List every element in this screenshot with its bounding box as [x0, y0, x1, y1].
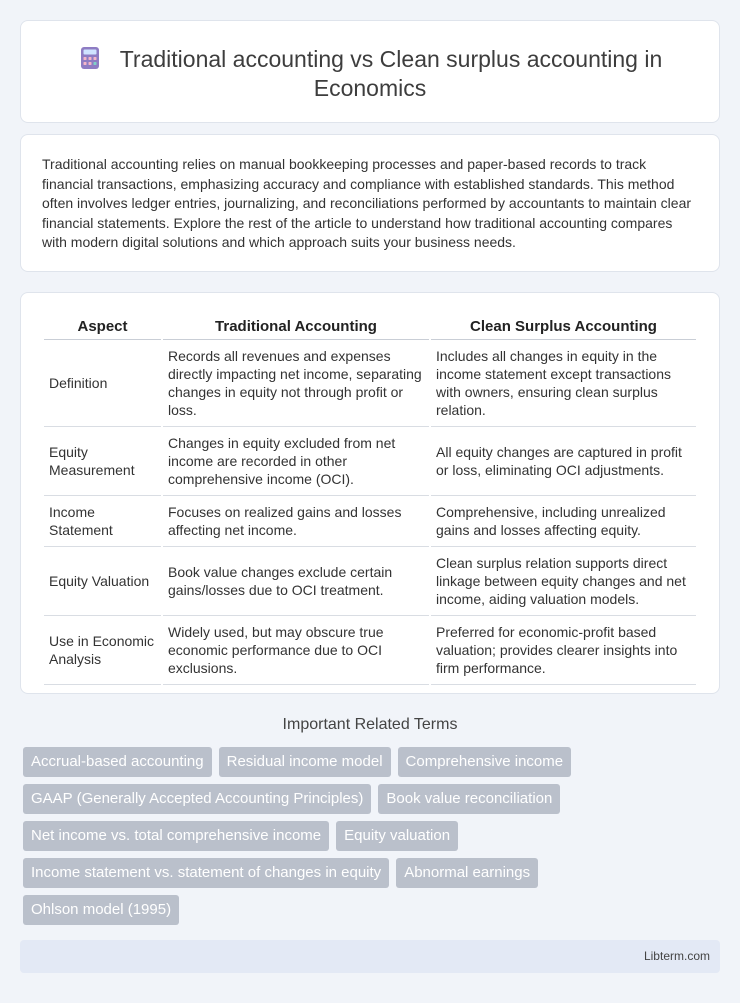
page-title-wrap: [61, 45, 679, 103]
footer: [20, 940, 720, 973]
row-traditional: Book value changes exclude certain gains/losses due to OCI treatment.: [163, 547, 429, 616]
related-term-tag[interactable]: Comprehensive income: [398, 747, 572, 777]
related-term-tag[interactable]: Ohlson model (1995): [23, 895, 179, 925]
tag-row: [23, 821, 713, 851]
intro-card: [20, 134, 720, 272]
calculator-icon: [78, 46, 102, 70]
row-traditional: Widely used, but may obscure true economic performance due to OCI exclusions.: [163, 616, 429, 685]
row-clean-surplus: Clean surplus relation supports direct linkage between equity changes and net income, aiding valuation models.: [431, 547, 696, 616]
tag-row: [23, 784, 713, 814]
related-term-tag[interactable]: Book value reconciliation: [378, 784, 560, 814]
row-aspect: Equity Valuation: [44, 547, 161, 616]
related-term-tag[interactable]: Residual income model: [219, 747, 391, 777]
header-traditional: Traditional Accounting: [163, 316, 429, 340]
row-clean-surplus: Includes all changes in equity in the income statement except transactions with owners, ensuring clean surplus relation.: [431, 340, 696, 427]
row-traditional: Focuses on realized gains and losses affecting net income.: [163, 496, 429, 547]
header-aspect: Aspect: [44, 316, 161, 340]
table-row: [44, 616, 696, 685]
row-aspect: Income Statement: [44, 496, 161, 547]
intro-paragraph: Traditional accounting relies on manual bookkeeping processes and paper-based records to track financial transactions, emphasizing accuracy and compliance with established standards. This method often involves ledger entries, journalizing, and reconciliations performed by accountants to maintain clear financial statements. Explore the rest of the article to understand how traditional accounting compares with modern digital solutions and which approach suits your business needs.: [42, 156, 692, 250]
comparison-card: [20, 292, 720, 694]
tag-row: [23, 747, 713, 777]
row-traditional: Changes in equity excluded from net income are recorded in other comprehensive income (OCI).: [163, 427, 429, 496]
related-term-tag[interactable]: GAAP (Generally Accepted Accounting Principles): [23, 784, 371, 814]
related-terms-list: [23, 747, 713, 932]
related-term-tag[interactable]: Income statement vs. statement of changes in equity: [23, 858, 389, 888]
row-aspect: Definition: [44, 340, 161, 427]
row-aspect: Use in Economic Analysis: [44, 616, 161, 685]
row-aspect: Equity Measurement: [44, 427, 161, 496]
related-term-tag[interactable]: Accrual-based accounting: [23, 747, 212, 777]
table-row: [44, 547, 696, 616]
comparison-table: [42, 316, 698, 685]
page-title: Traditional accounting vs Clean surplus accounting in Economics: [119, 46, 663, 101]
footer-site-link[interactable]: Libterm.com: [643, 949, 710, 963]
table-header-row: [44, 316, 696, 340]
related-term-tag[interactable]: Equity valuation: [336, 821, 458, 851]
tag-row: [23, 895, 713, 925]
title-card: [20, 20, 720, 123]
row-clean-surplus: Comprehensive, including unrealized gains and losses affecting equity.: [431, 496, 696, 547]
header-clean-surplus: Clean Surplus Accounting: [431, 316, 696, 340]
related-term-tag[interactable]: Abnormal earnings: [396, 858, 538, 888]
related-terms-title: Important Related Terms: [282, 716, 458, 733]
row-clean-surplus: Preferred for economic-profit based valuation; provides clearer insights into firm performance.: [431, 616, 696, 685]
row-traditional: Records all revenues and expenses directly impacting net income, separating changes in equity not through profit or loss.: [163, 340, 429, 427]
table-row: [44, 496, 696, 547]
table-row: [44, 340, 696, 427]
related-term-tag[interactable]: Net income vs. total comprehensive income: [23, 821, 329, 851]
row-clean-surplus: All equity changes are captured in profit or loss, eliminating OCI adjustments.: [431, 427, 696, 496]
table-row: [44, 427, 696, 496]
tag-row: [23, 858, 713, 888]
